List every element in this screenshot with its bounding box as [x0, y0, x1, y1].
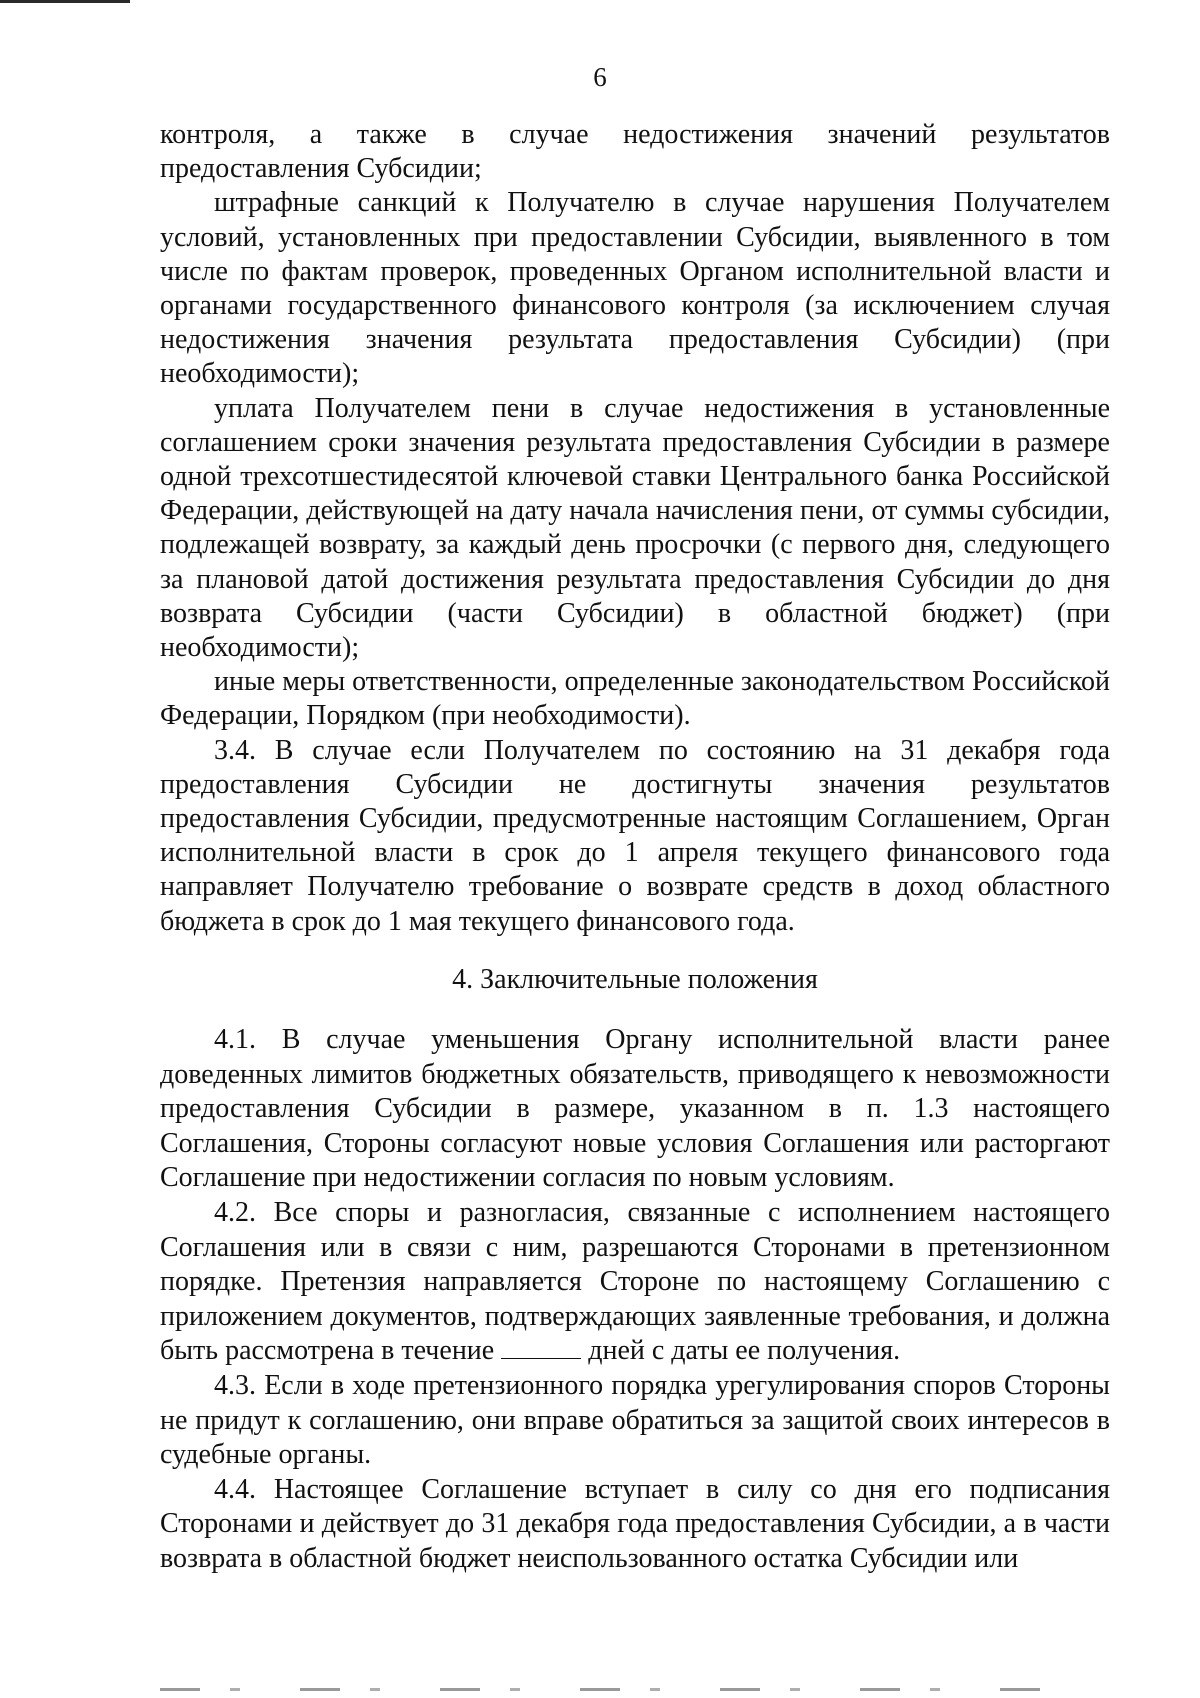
paragraph-other-measures: иные меры ответственности, определенные законодательством Российской Федерации, Порядком (при необходимости).: [160, 666, 1110, 732]
page-number: 6: [593, 62, 607, 92]
paragraph-4-4: 4.4. Настоящее Соглашение вступает в силу со дня его подписания Сторонами и действует до 31 декабря года предоставления Субсидии, а в части возврата в областной бюджет неиспользованного остатка Субсидии или: [160, 1473, 1110, 1574]
paragraph-4-2: [160, 1196, 1110, 1369]
paragraph-4-2-tail: дней с даты ее получения.: [588, 1335, 901, 1367]
scan-artifact-bottom: [160, 1688, 1060, 1691]
paragraph-continuation: контроля, а также в случае недостижения значений результатов предоставления Субсидии;: [160, 119, 1110, 185]
paragraph-4-3: 4.3. Если в ходе претензионного порядка урегулирования споров Стороны не придут к соглашению, они вправе обратиться за защитой своих интересов в судебные органы.: [160, 1370, 1110, 1471]
paragraph-4-1: 4.1. В случае уменьшения Органу исполнительной власти ранее доведенных лимитов бюджетных обязательств, приводящего к невозможности предоставления Субсидии в размере, указанном в п. 1.3 настоящего Соглашения, Стороны согласуют новые условия Соглашения или расторгают Соглашение при недостижении согласия по новым условиям.: [160, 1024, 1110, 1194]
section-heading: 4. Заключительные положения: [452, 963, 818, 995]
paragraph-fine: уплата Получателем пени в случае недостижения в установленные соглашением сроки значения результата предоставления Субсидии в размере одной трехсотшестидесятой ключевой ставки Центрального банка Российской Федерации, действующей на дату начала начисления пени, от суммы субсидии, подлежащей возврату, за каждый день просрочки (с первого дня, следующего за плановой датой достижения результата предоставления Субсидии до дня возврата Субсидии (части Субсидии) в областной бюджет) (при необходимости);: [160, 392, 1110, 664]
paragraph-3-4: 3.4. В случае если Получателем по состоянию на 31 декабря года предоставления Субсидии не достигнуты значения результатов предоставления Субсидии, предусмотренные настоящим Соглашением, Орган исполнительной власти в срок до 1 апреля текущего финансового года направляет Получателю требование о возврате средств в доход областного бюджета в срок до 1 мая текущего финансового года.: [160, 734, 1110, 937]
paragraph-penalties: штрафные санкций к Получателю в случае нарушения Получателем условий, установленных при предоставлении Субсидии, выявленного в том числе по фактам проверок, проведенных Органом исполнительной власти и органами государственного финансового контроля (за исключением случая недостижения значения результата предоставления Субсидии) (при необходимости);: [160, 187, 1110, 390]
section-4: [160, 1023, 1110, 1577]
scan-artifact-top: [0, 0, 130, 3]
fill-in-blank: [501, 1338, 581, 1359]
paragraph-4-2-text: 4.2. Все споры и разногласия, связанные с исполнением настоящего Соглашения или в связи с ним, разрешаются Сторонами в претензионном порядке. Претензия направляется Стороне по настоящему Соглашению с приложением документов, подтверждающих заявленные требования, и должна быть рассмотрена в течение: [160, 1197, 1110, 1367]
document-body: [160, 118, 1110, 1577]
